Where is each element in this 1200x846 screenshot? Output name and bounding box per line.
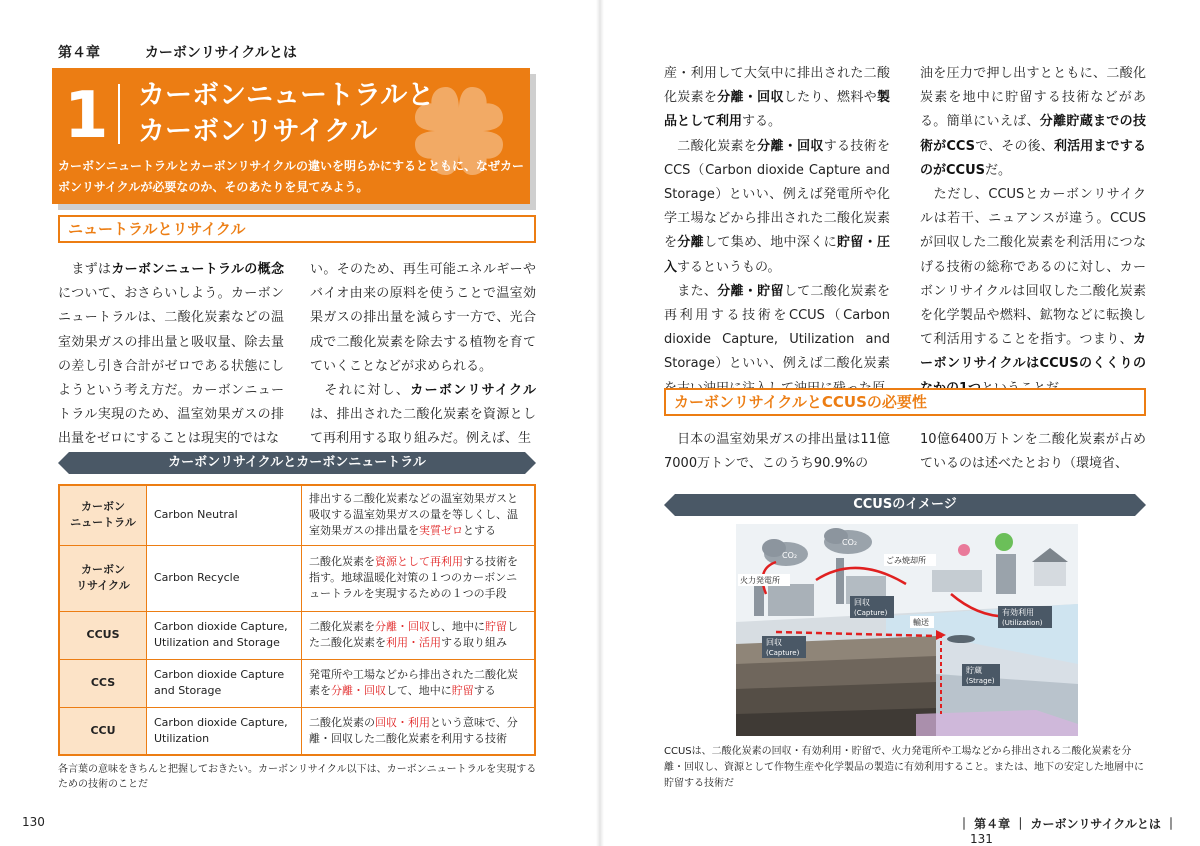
storage-label: 貯蔵 (966, 666, 982, 675)
figure-title-ribbon: CCUSのイメージ (675, 494, 1135, 516)
table-row (59, 659, 535, 707)
page-number-left: 130 (22, 815, 45, 829)
english-cell: Carbon dioxide Capture, Utilization and Storage (147, 611, 302, 659)
section-title-line1: カーボンニュートラルと (138, 80, 435, 111)
utilization-label: 有効利用 (1002, 608, 1034, 617)
footer-chapter-text: ｜ 第４章 ｜ カーボンリサイクルとは ｜ (958, 817, 1178, 831)
left-col1-intro: まずは (58, 262, 112, 277)
english-cell: Carbon Recycle (147, 545, 302, 611)
ccus-diagram (736, 524, 1078, 736)
capture-label-2: 回収 (766, 638, 782, 647)
description-cell: 二酸化炭素を資源として再利用する技術を指す。地球温暖化対策の１つのカーボンニュートラルを実現するための１つの手段 (302, 545, 536, 611)
right-text-column-1: 産・利用して大気中に排出された二酸化炭素を分離・回収したり、燃料や製品として利用する。 二酸化炭素を分離・回収する技術をCCS（Carbon dioxide Capture and Storage）といい、例えば発電所や化学工場などから排出された二酸化炭素を分離して集め、地中深くに貯留・圧入するというもの。 また、分離・貯留して二酸化炭素を再利用する技術をCCUS（Carbon dioxide Capture, Utilization and Storage）といい、例えば二酸化炭素 (664, 66, 890, 372)
co2-label-b: CO₂ (842, 538, 858, 547)
figure-caption: CCUSは、二酸化炭素の回収・有効利用・貯留で、火力発電所や工場などから排出される二酸化炭素を分離・回収し、資源として作物生産や化学製品の製造に有効利用すること。または、地下の安定した地層中に貯留する技術だ (664, 746, 1144, 789)
description-cell: 二酸化炭素を分離・回収し、地中に貯留した二酸化炭素を利用・活用する取り組み (302, 611, 536, 659)
section-title-line2: カーボンリサイクル (138, 116, 378, 147)
term-cell: CCU (59, 707, 147, 755)
left-col1-rest: について、おさらいしよう。カーボンニュートラルは、二酸化炭素などの温室効果ガスの排出量と吸収量、除去量の差し引き合計がゼロである状態にしようという考え方だ。カーボンニュートラル実現のため、温室効果ガスの排出量をゼロにすることは現実的ではな (58, 286, 284, 447)
left-text-column-1 (58, 258, 284, 452)
heading-necessity: カーボンリサイクルとCCUSの必要性 (664, 388, 1146, 416)
footer-chapter (958, 815, 1200, 846)
power-plant-label: 火力発電所 (740, 576, 780, 585)
terms-table (58, 484, 536, 756)
left-col2-para2-start: それに対し、 (310, 383, 411, 399)
description-cell: 排出する二酸化炭素などの温室効果ガスと吸収する温室効果ガスの量を等しくし、温室効果ガスの排出量を実質ゼロとする (302, 485, 536, 545)
chapter-title: カーボンリサイクルとは (144, 45, 297, 61)
section-title (138, 78, 434, 150)
term-cell: CCS (59, 659, 147, 707)
right-text-column-2b: 10億6400万トンを二酸化炭素が占めているのは述べたとおり（環境省、 (920, 432, 1146, 472)
table-row (59, 485, 535, 545)
book-spine (596, 0, 604, 846)
incinerator-label: ごみ焼却所 (886, 556, 926, 565)
left-col1-bold: カーボンニュートラルの概念 (111, 262, 284, 277)
utilization-en-label: (Utilization) (1002, 619, 1043, 627)
term-cell: カーボン ニュートラル (59, 485, 147, 545)
english-cell: Carbon Neutral (147, 485, 302, 545)
table-row (59, 611, 535, 659)
section-number: 1 (64, 79, 109, 153)
table-title-ribbon: カーボンリサイクルとカーボンニュートラル (69, 452, 525, 474)
english-cell: Carbon dioxide Capture and Storage (147, 659, 302, 707)
english-cell: Carbon dioxide Capture, Utilization (147, 707, 302, 755)
capture-label-1: 回収 (854, 598, 870, 607)
section-banner (52, 68, 530, 204)
left-text-column-2 (310, 258, 536, 452)
left-col2-para2-bold: カーボンリサイクル (410, 383, 536, 399)
page-number-right: 131 (970, 832, 993, 846)
ccus-illustration (736, 524, 1078, 736)
chapter-label: 第４章 (58, 45, 100, 61)
storage-en-label: (Strage) (966, 677, 995, 685)
term-cell: CCUS (59, 611, 147, 659)
table-row (59, 707, 535, 755)
table-note: 各言葉の意味をきちんと把握しておきたい。カーボンリサイクル以下は、カーボンニュートラルを実現するための技術のことだ (58, 764, 537, 790)
section-lead: カーボンニュートラルとカーボンリサイクルの違いを明らかにするとともに、なぜカーボンリサイクルが必要なのか、そのあたりを見てみよう。 (58, 159, 524, 194)
co2-label-a: CO₂ (782, 551, 798, 560)
capture-en-label-2: (Capture) (766, 649, 800, 657)
left-col2-para2-rest: は、排出された二酸化炭素を資源として再利用する取り組みだ。例えば、生 (310, 407, 536, 447)
description-cell: 二酸化炭素の回収・利用という意味で、分離・回収した二酸化炭素を利用する技術 (302, 707, 536, 755)
section-divider (118, 84, 120, 144)
transport-label: 輸送 (913, 618, 929, 627)
table-row (59, 545, 535, 611)
description-cell: 発電所や工場などから排出された二酸化炭素を分離・回収して、地中に貯留する (302, 659, 536, 707)
chapter-header (58, 42, 297, 62)
right-text-column-2: 油を圧力で押し出すとともに、二酸化炭素を地中に貯留する技術などがある。簡単にいえば、分離貯蔵までの技術がCCSで、その後、利活用までするのがCCUSだ。 ただし、CCUSとカーボンリサイクルは若干、ニュアンスが違う。CCUSが回収した二酸化炭素を利活用につなげる技術の総称であるのに対し、カーボンリサイクルは回収した二酸化炭素を化学製品や燃料、鉱物などに転換して利活用することを指す。つまり、カーボンリサイクルはCCUSのくくりの (920, 66, 1146, 372)
capture-en-label-1: (Capture) (854, 609, 888, 617)
left-col2-para1: い。そのため、再生可能エネルギーやバイオ由来の原料を使うことで温室効果ガスの排出量を減らす一方で、光合成で二酸化炭素を除去する植物を育てていくことなどが求められる。 (310, 262, 536, 374)
right-text-column-1b: 日本の温室効果ガスの排出量は11億7000万トンで、このうち90.9%の (664, 432, 890, 472)
term-cell: カーボン リサイクル (59, 545, 147, 611)
heading-neutral-recycle: ニュートラルとリサイクル (58, 215, 536, 243)
